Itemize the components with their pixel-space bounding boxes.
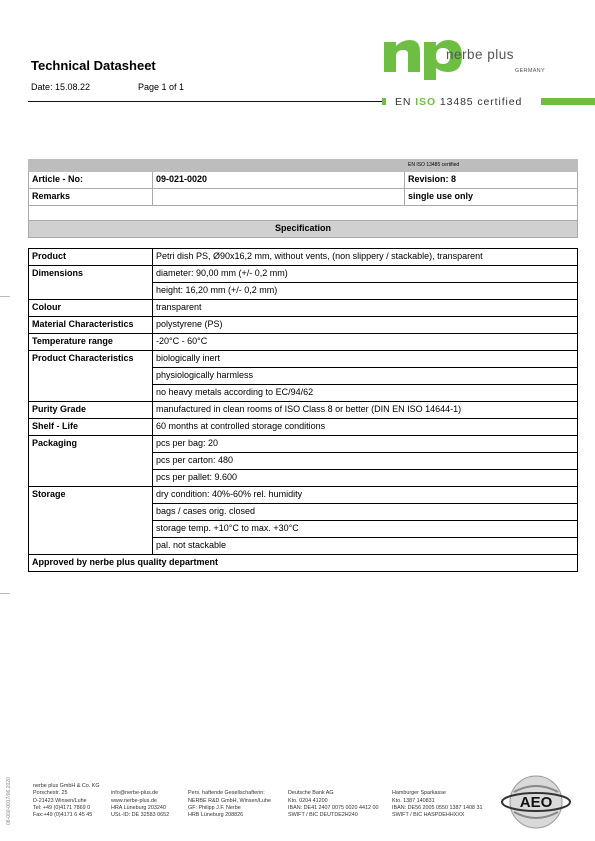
approval-row — [29, 555, 578, 572]
iso-certification: EN ISO 13485 certified — [395, 96, 523, 108]
datasheet-title: Technical Datasheet — [31, 58, 156, 73]
article-label: Article - No: — [29, 172, 153, 189]
article-number: 09-021-0020 — [153, 172, 405, 189]
spec-row-material: Material Characteristics polystyrene (PS) — [29, 317, 578, 334]
remarks-row — [29, 189, 578, 206]
spec-row-temperature: Temperature range -20°C - 60°C — [29, 334, 578, 351]
revision: Revision: 8 — [405, 172, 578, 189]
remarks-label: Remarks — [29, 189, 153, 206]
article-table — [28, 159, 578, 238]
footer-partner: Pers. haftende Gesellschafterin: NERBE R&D GmbH, Winsen/Luhe GF: Philipp J.F. Nerbe HRB Lüneburg 208826 — [188, 790, 271, 819]
document-code: 08-000-0017/06.2020 — [6, 777, 12, 825]
spec-row-product-characteristics: Product Characteristics biologically inert — [29, 351, 578, 368]
spec-row-purity: Purity Grade manufactured in clean rooms of ISO Class 8 or better (DIN EN ISO 14644-1) — [29, 402, 578, 419]
fold-mark-bottom — [0, 593, 10, 594]
specification-table: Product Petri dish PS, Ø90x16,2 mm, without vents, (non slippery / stackable), transparent Dimensions diameter: 90,00 mm (+/- 0,2 mm) height: 16,20 mm (+/- 0,2 mm) Colour transparent Material Characteristics polystyrene (PS) Temperature range -20°C - 60°C Product Characteristics biologically inert physiologically harmless no heavy metals according to EC/94/62 Purity Grade manufactured in clean rooms of ISO Class 8 or better (DIN EN ISO 14644-1) Shelf - Life 60 months at controlled storage conditions Packaging pcs per bag: 20 pcs per carton: 480 pcs per pallet: 9.600 Storage dry condition: 40%-60% rel. humidity bags / cases orig. closed storage temp. +10°C to max. +30°C pal. not stackable Approved by nerbe plus quality department — [28, 248, 578, 572]
brand-name: nerbe plus — [446, 47, 515, 62]
blank-row — [29, 206, 578, 221]
aeo-certification-seal — [496, 772, 578, 832]
article-row — [29, 172, 578, 189]
page-number: Page 1 of 1 — [138, 82, 185, 92]
brand-country: GERMANY — [515, 68, 545, 74]
header-divider-left — [28, 101, 385, 102]
header-green-bar-left — [382, 98, 386, 105]
spec-row-packaging: Packaging pcs per bag: 20 — [29, 436, 578, 453]
footer-bank-1: Deutsche Bank AG Kto. 0204 41200 IBAN: DE41 2407 0075 0020 4412 00 SWIFT / BIC DEUTDE2H240 — [288, 790, 379, 819]
spec-row-storage: Storage dry condition: 40%-60% rel. humidity — [29, 487, 578, 504]
document-date: Date: 15.08.22 — [31, 82, 91, 92]
footer-company: nerbe plus GmbH & Co. KG Porschestr. 25 D-21423 Winsen/Luhe Tel: +49 (0)4171 7869 0 Fax:+49 (0)4171 6 45 45 — [33, 783, 100, 819]
approval-statement: Approved by nerbe plus quality department — [29, 555, 578, 572]
header-green-bar-right — [541, 98, 595, 105]
footer-contact: info@nerbe-plus.de www.nerbe-plus.de HRA Lüneburg 203240 USt.-ID: DE 32583 0652 — [111, 790, 170, 819]
remarks-value: single use only — [405, 189, 578, 206]
spec-row-product: Product Petri dish PS, Ø90x16,2 mm, without vents, (non slippery / stackable), transparent — [29, 249, 578, 266]
cert-note-row — [29, 160, 578, 172]
spec-row-colour: Colour transparent — [29, 300, 578, 317]
fold-mark-top — [0, 296, 10, 297]
footer-bank-2: Hamburger Sparkasse Kto. 1387 140831 IBAN: DE56 2005 0550 1387 1408 31 SWIFT / BIC HASPDEHHXXX — [392, 790, 483, 819]
svg-text:AEO: AEO — [519, 794, 553, 811]
spec-row-shelf-life: Shelf - Life 60 months at controlled storage conditions — [29, 419, 578, 436]
specification-heading: Specification — [29, 221, 578, 238]
cert-note: EN ISO 13485 certified — [405, 160, 578, 172]
spec-row-dimensions: Dimensions diameter: 90,00 mm (+/- 0,2 mm) — [29, 266, 578, 283]
specification-heading-row — [29, 221, 578, 238]
